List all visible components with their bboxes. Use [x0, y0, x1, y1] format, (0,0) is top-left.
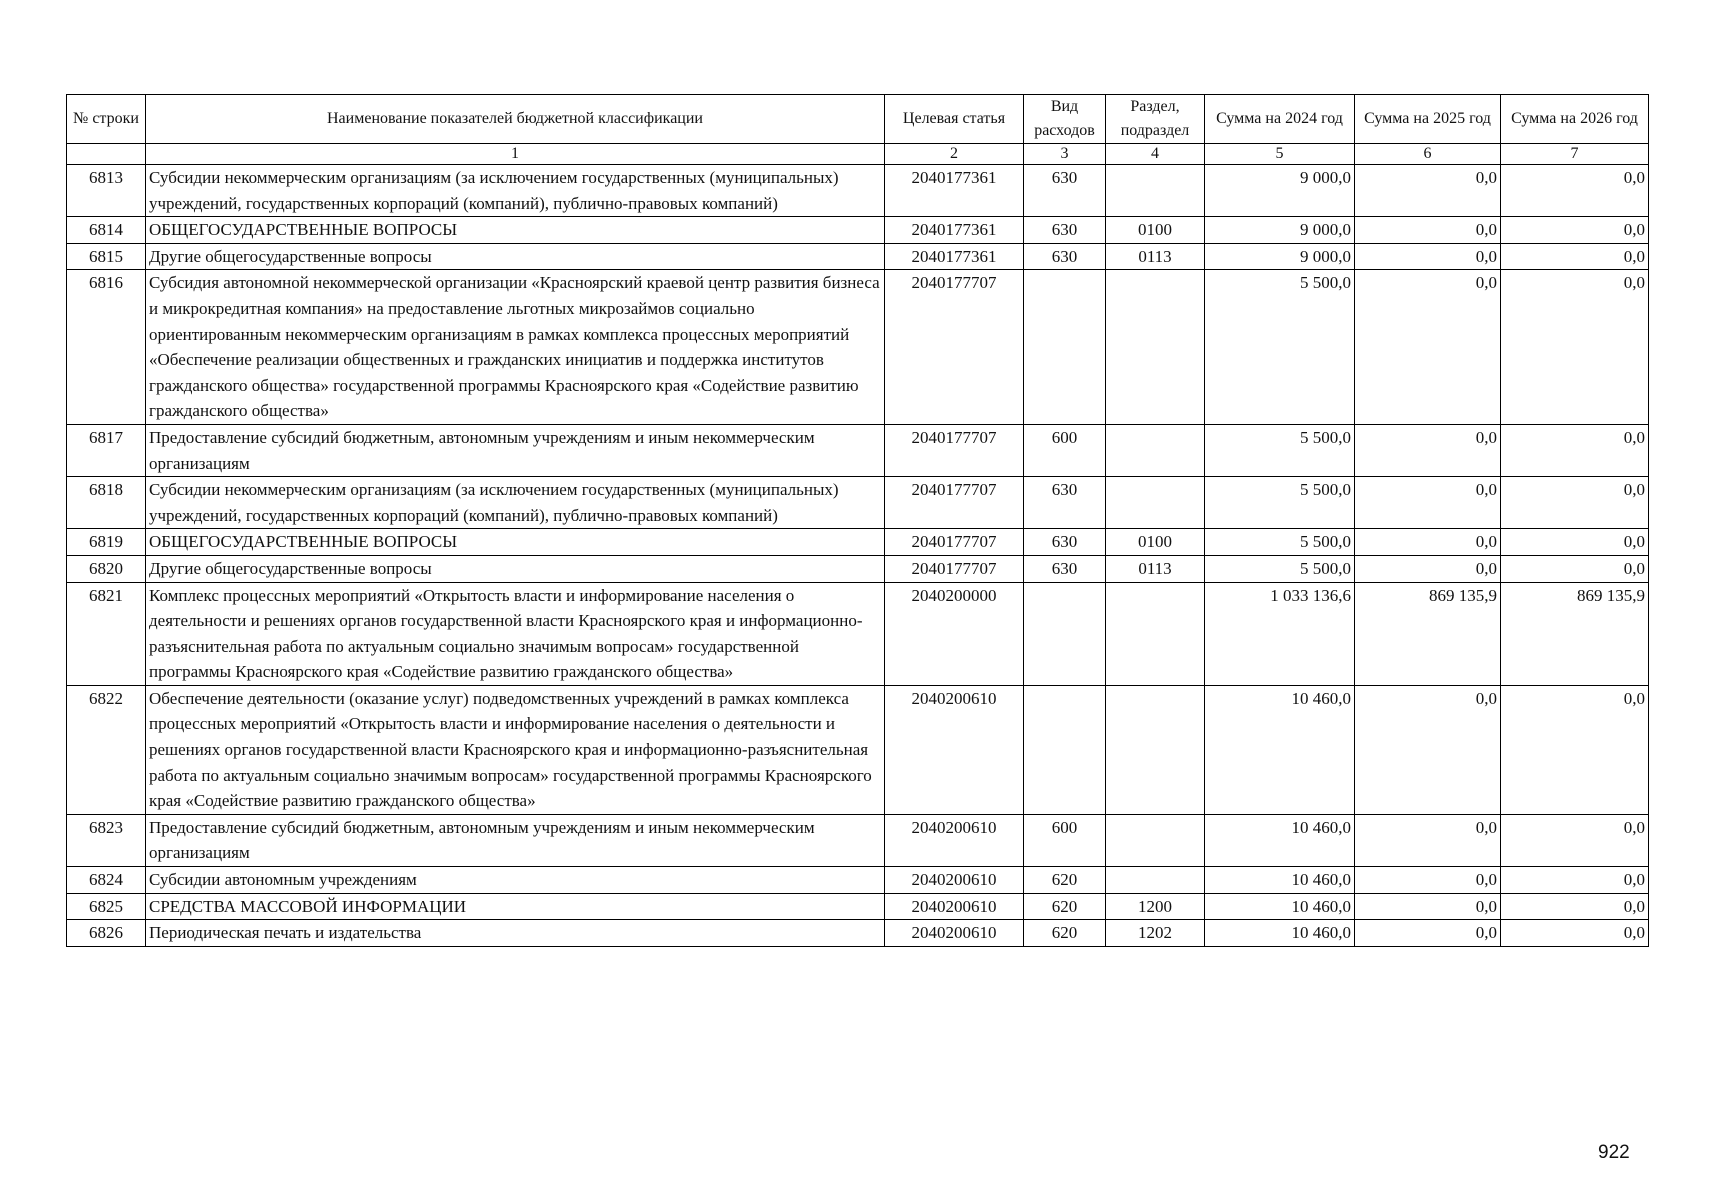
sum-2026: 0,0: [1501, 270, 1649, 425]
sum-2026: 0,0: [1501, 243, 1649, 270]
sum-2025: 0,0: [1355, 217, 1501, 244]
target-article: 2040200610: [885, 867, 1024, 894]
header-row: [67, 95, 1649, 144]
expense-type: 630: [1024, 243, 1106, 270]
table-row: [67, 555, 1649, 582]
row-number: 6814: [67, 217, 146, 244]
sum-2024: 5 500,0: [1205, 424, 1355, 476]
sum-2024: 10 460,0: [1205, 685, 1355, 814]
indicator-name: Субсидии автономным учреждениям: [146, 867, 885, 894]
column-number: 3: [1024, 144, 1106, 165]
target-article: 2040177707: [885, 477, 1024, 529]
sum-2024: 9 000,0: [1205, 243, 1355, 270]
row-number: 6821: [67, 582, 146, 685]
expense-type: [1024, 582, 1106, 685]
target-article: 2040177361: [885, 243, 1024, 270]
row-number: 6823: [67, 814, 146, 866]
table-row: [67, 685, 1649, 814]
table-row: [67, 814, 1649, 866]
section-code: [1106, 685, 1205, 814]
target-article: 2040200000: [885, 582, 1024, 685]
target-article: 2040200610: [885, 920, 1024, 947]
expense-type: 600: [1024, 424, 1106, 476]
sum-2025: 0,0: [1355, 270, 1501, 425]
column-number-row: [67, 144, 1649, 165]
sum-2026: 0,0: [1501, 217, 1649, 244]
section-code: 1200: [1106, 893, 1205, 920]
sum-2026: 0,0: [1501, 685, 1649, 814]
sum-2025: 0,0: [1355, 814, 1501, 866]
sum-2025: 0,0: [1355, 243, 1501, 270]
sum-2024: 10 460,0: [1205, 920, 1355, 947]
sum-2026: 869 135,9: [1501, 582, 1649, 685]
sum-2025: 0,0: [1355, 424, 1501, 476]
target-article: 2040177707: [885, 270, 1024, 425]
expense-type: 630: [1024, 477, 1106, 529]
sum-2026: 0,0: [1501, 893, 1649, 920]
section-code: [1106, 582, 1205, 685]
indicator-name: Предоставление субсидий бюджетным, автономным учреждениям и иным некоммерческим организациям: [146, 424, 885, 476]
target-article: 2040177707: [885, 555, 1024, 582]
expense-type: [1024, 685, 1106, 814]
sum-2026: 0,0: [1501, 424, 1649, 476]
row-number: 6818: [67, 477, 146, 529]
header-expense-type: Вид расходов: [1024, 95, 1106, 144]
target-article: 2040200610: [885, 893, 1024, 920]
section-code: 0113: [1106, 555, 1205, 582]
sum-2024: 5 500,0: [1205, 477, 1355, 529]
expense-type: 620: [1024, 893, 1106, 920]
sum-2025: 0,0: [1355, 165, 1501, 217]
table-row: [67, 893, 1649, 920]
sum-2026: 0,0: [1501, 920, 1649, 947]
target-article: 2040177707: [885, 529, 1024, 556]
target-article: 2040177707: [885, 424, 1024, 476]
sum-2024: 9 000,0: [1205, 217, 1355, 244]
section-code: [1106, 424, 1205, 476]
header-name: Наименование показателей бюджетной классификации: [146, 95, 885, 144]
sum-2024: 1 033 136,6: [1205, 582, 1355, 685]
sum-2024: 5 500,0: [1205, 270, 1355, 425]
row-number: 6813: [67, 165, 146, 217]
section-code: 0100: [1106, 217, 1205, 244]
indicator-name: Обеспечение деятельности (оказание услуг) подведомственных учреждений в рамках комплекса процессных мероприятий «Открытость власти и информирование населения о деятельности и решениях органов государственной власти Красноярского края и информационно-разъяснительная работа по актуальным социально значимым вопросам» государственной программы Красноярского края «Содействие развитию гражданского общества»: [146, 685, 885, 814]
sum-2024: 10 460,0: [1205, 814, 1355, 866]
table-row: [67, 424, 1649, 476]
sum-2025: 0,0: [1355, 893, 1501, 920]
section-code: [1106, 814, 1205, 866]
header-sum-2024: Сумма на 2024 год: [1205, 95, 1355, 144]
column-number: 4: [1106, 144, 1205, 165]
target-article: 2040200610: [885, 685, 1024, 814]
column-number: 2: [885, 144, 1024, 165]
row-number: 6817: [67, 424, 146, 476]
sum-2026: 0,0: [1501, 555, 1649, 582]
page-number: 922: [1598, 1142, 1630, 1163]
sum-2026: 0,0: [1501, 477, 1649, 529]
sum-2026: 0,0: [1501, 529, 1649, 556]
sum-2026: 0,0: [1501, 814, 1649, 866]
budget-table: [66, 94, 1649, 947]
table-row: [67, 920, 1649, 947]
sum-2025: 0,0: [1355, 685, 1501, 814]
target-article: 2040177361: [885, 217, 1024, 244]
expense-type: 620: [1024, 920, 1106, 947]
sum-2025: 0,0: [1355, 529, 1501, 556]
column-number: 6: [1355, 144, 1501, 165]
section-code: [1106, 867, 1205, 894]
row-number: 6815: [67, 243, 146, 270]
table-row: [67, 477, 1649, 529]
expense-type: 620: [1024, 867, 1106, 894]
sum-2024: 10 460,0: [1205, 893, 1355, 920]
indicator-name: Другие общегосударственные вопросы: [146, 243, 885, 270]
target-article: 2040177361: [885, 165, 1024, 217]
row-number: 6824: [67, 867, 146, 894]
expense-type: 600: [1024, 814, 1106, 866]
row-number: 6820: [67, 555, 146, 582]
section-code: [1106, 477, 1205, 529]
sum-2024: 5 500,0: [1205, 529, 1355, 556]
header-sum-2026: Сумма на 2026 год: [1501, 95, 1649, 144]
expense-type: 630: [1024, 165, 1106, 217]
sum-2025: 0,0: [1355, 477, 1501, 529]
table-row: [67, 529, 1649, 556]
table-row: [67, 582, 1649, 685]
sum-2026: 0,0: [1501, 165, 1649, 217]
sum-2024: 9 000,0: [1205, 165, 1355, 217]
row-number: 6816: [67, 270, 146, 425]
indicator-name: Субсидии некоммерческим организациям (за исключением государственных (муниципальных) учреждений, государственных корпораций (компаний), публично-правовых компаний): [146, 165, 885, 217]
section-code: [1106, 270, 1205, 425]
section-code: 1202: [1106, 920, 1205, 947]
row-number: 6822: [67, 685, 146, 814]
expense-type: 630: [1024, 217, 1106, 244]
header-row-no: № строки: [67, 95, 146, 144]
header-section: Раздел, подраздел: [1106, 95, 1205, 144]
expense-type: [1024, 270, 1106, 425]
header-sum-2025: Сумма на 2025 год: [1355, 95, 1501, 144]
sum-2024: 10 460,0: [1205, 867, 1355, 894]
indicator-name: Периодическая печать и издательства: [146, 920, 885, 947]
expense-type: 630: [1024, 529, 1106, 556]
indicator-name: Комплекс процессных мероприятий «Открытость власти и информирование населения о деятельности и решениях органов государственной власти Красноярского края и информационно-разъяснительная работа по актуальным социально значимым вопросам» государственной программы Красноярского края «Содействие развитию гражданского общества»: [146, 582, 885, 685]
column-number: 1: [146, 144, 885, 165]
sum-2024: 5 500,0: [1205, 555, 1355, 582]
section-code: 0100: [1106, 529, 1205, 556]
table-row: [67, 270, 1649, 425]
column-number: 5: [1205, 144, 1355, 165]
sum-2025: 0,0: [1355, 867, 1501, 894]
header-target-article: Целевая статья: [885, 95, 1024, 144]
column-number-blank: [67, 144, 146, 165]
sum-2025: 869 135,9: [1355, 582, 1501, 685]
table-row: [67, 165, 1649, 217]
table-row: [67, 243, 1649, 270]
expense-type: 630: [1024, 555, 1106, 582]
indicator-name: СРЕДСТВА МАССОВОЙ ИНФОРМАЦИИ: [146, 893, 885, 920]
row-number: 6825: [67, 893, 146, 920]
sum-2025: 0,0: [1355, 920, 1501, 947]
indicator-name: ОБЩЕГОСУДАРСТВЕННЫЕ ВОПРОСЫ: [146, 529, 885, 556]
column-number: 7: [1501, 144, 1649, 165]
target-article: 2040200610: [885, 814, 1024, 866]
indicator-name: Предоставление субсидий бюджетным, автономным учреждениям и иным некоммерческим организациям: [146, 814, 885, 866]
table-row: [67, 217, 1649, 244]
table-body: [67, 165, 1649, 947]
section-code: [1106, 165, 1205, 217]
sum-2026: 0,0: [1501, 867, 1649, 894]
indicator-name: Другие общегосударственные вопросы: [146, 555, 885, 582]
row-number: 6826: [67, 920, 146, 947]
indicator-name: ОБЩЕГОСУДАРСТВЕННЫЕ ВОПРОСЫ: [146, 217, 885, 244]
section-code: 0113: [1106, 243, 1205, 270]
indicator-name: Субсидия автономной некоммерческой организации «Красноярский краевой центр развития бизнеса и микрокредитная компания» на предоставление льготных микрозаймов социально ориентированным некоммерческим организациям в рамках комплекса процессных мероприятий «Обеспечение реализации общественных и гражданских инициатив и поддержка институтов гражданского общества» государственной программы Красноярского края «Содействие развитию гражданского общества»: [146, 270, 885, 425]
sum-2025: 0,0: [1355, 555, 1501, 582]
table-row: [67, 867, 1649, 894]
indicator-name: Субсидии некоммерческим организациям (за исключением государственных (муниципальных) учреждений, государственных корпораций (компаний), публично-правовых компаний): [146, 477, 885, 529]
row-number: 6819: [67, 529, 146, 556]
